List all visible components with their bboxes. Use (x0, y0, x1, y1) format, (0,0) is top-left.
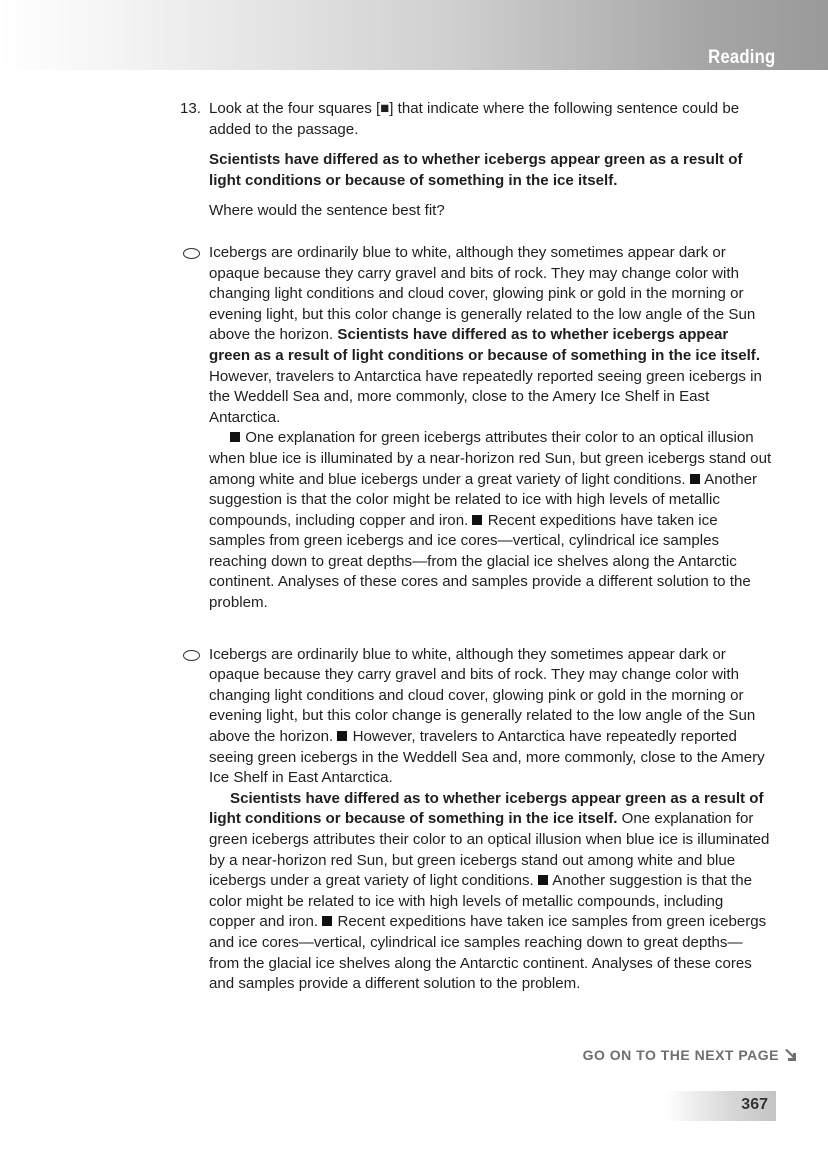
page-number: 367 (741, 1096, 768, 1113)
answer-option-b[interactable] (180, 645, 772, 995)
option-a-text: However, travelers to Antarctica have repeatedly reported seeing green icebergs in the Weddell Sea and, more commonly, close to the Amery Ice Shelf in East Antarctica. (209, 367, 762, 426)
option-a-inserted-sentence: Scientists have differed as to whether icebergs appear green as a result of light conditions or because of something in the ice itself. (209, 326, 761, 364)
square-marker-icon (538, 875, 548, 885)
option-a-text: Icebergs are ordinarily blue to white, although they sometimes appear dark or opaque because they carry gravel and bits of rock. They may change color with changing light conditions and cloud cover, glowing pink or gold in the morning or evening light, but this color change is generally related to the low angle of the Sun above the horizon. (209, 243, 756, 344)
option-a-paragraph-2 (209, 428, 772, 613)
option-b-paragraph-2 (209, 789, 772, 995)
question-13 (180, 99, 772, 222)
next-page-link[interactable] (583, 1047, 798, 1063)
square-marker-icon (230, 432, 240, 442)
option-b-paragraph-1 (209, 645, 772, 789)
option-a-text: Another suggestion is that the color might be related to ice with high levels of metallic compounds, including copper and iron. (209, 470, 758, 529)
option-b-text: Icebergs are ordinarily blue to white, although they sometimes appear dark or opaque because they carry gravel and bits of rock. They may change color with changing light conditions and cloud cover, glowing pink or gold in the morning or evening light, but this color change is generally related to the low angle of the Sun above the horizon. (209, 645, 756, 746)
option-b-text: Recent expeditions have taken ice samples from green icebergs and ice cores—vertical, cylindrical ice samples reaching down to great depths—from the glacial ice shelves along the Antarctic continent. Analyses of these cores and samples provide a different solution to the problem. (209, 913, 767, 993)
option-b-inserted-sentence: Scientists have differed as to whether icebergs appear green as a result of light conditions or because of something in the ice itself. (209, 789, 764, 828)
radio-option-icon[interactable] (183, 650, 200, 661)
section-title: Reading (707, 47, 775, 68)
question-number: 13. (180, 100, 201, 117)
answer-option-a[interactable] (180, 243, 772, 614)
question-ask: Where would the sentence best fit? (209, 202, 445, 220)
square-marker-icon (690, 474, 700, 484)
question-prompt: Look at the four squares [■] that indicate where the following sentence could be added to the passage. (209, 100, 740, 138)
option-b-text: One explanation for green icebergs attributes their color to an optical illusion when blue ice is illuminated by a near-horizon red Sun, but green icebergs stand out among white and blue icebergs under a great variety of light conditions. (209, 810, 770, 890)
next-page-label: GO ON TO THE NEXT PAGE (582, 1047, 779, 1063)
option-a-paragraph-1 (209, 243, 772, 428)
option-b-text: Another suggestion is that the color might be related to ice with high levels of metallic compounds, including copper and iron. (209, 872, 752, 931)
arrow-down-right-icon (784, 1048, 798, 1062)
option-a-text: Recent expeditions have taken ice samples from green icebergs and ice cores—vertical, cylindrical ice samples reaching down to great depths—from the glacial ice shelves along the Antarctic continent. Analyses of these cores and samples provide a different solution to the problem. (209, 511, 751, 612)
question-content (180, 99, 772, 995)
square-marker-icon (472, 515, 482, 525)
insert-sentence: Scientists have differed as to whether icebergs appear green as a result of light conditions or because of something in the ice itself. (209, 151, 743, 189)
option-b-text: However, travelers to Antarctica have repeatedly reported seeing green icebergs in the Weddell Sea and, more commonly, close to the Amery Ice Shelf in East Antarctica. (209, 728, 765, 787)
square-marker-icon (322, 916, 332, 926)
square-marker-icon (337, 731, 347, 741)
radio-option-icon[interactable] (183, 248, 200, 259)
header-band (0, 0, 828, 70)
option-a-text: One explanation for green icebergs attributes their color to an optical illusion when blue ice is illuminated by a near-horizon red Sun, but green icebergs stand out among white and blue icebergs under a great variety of light conditions. (209, 429, 772, 488)
